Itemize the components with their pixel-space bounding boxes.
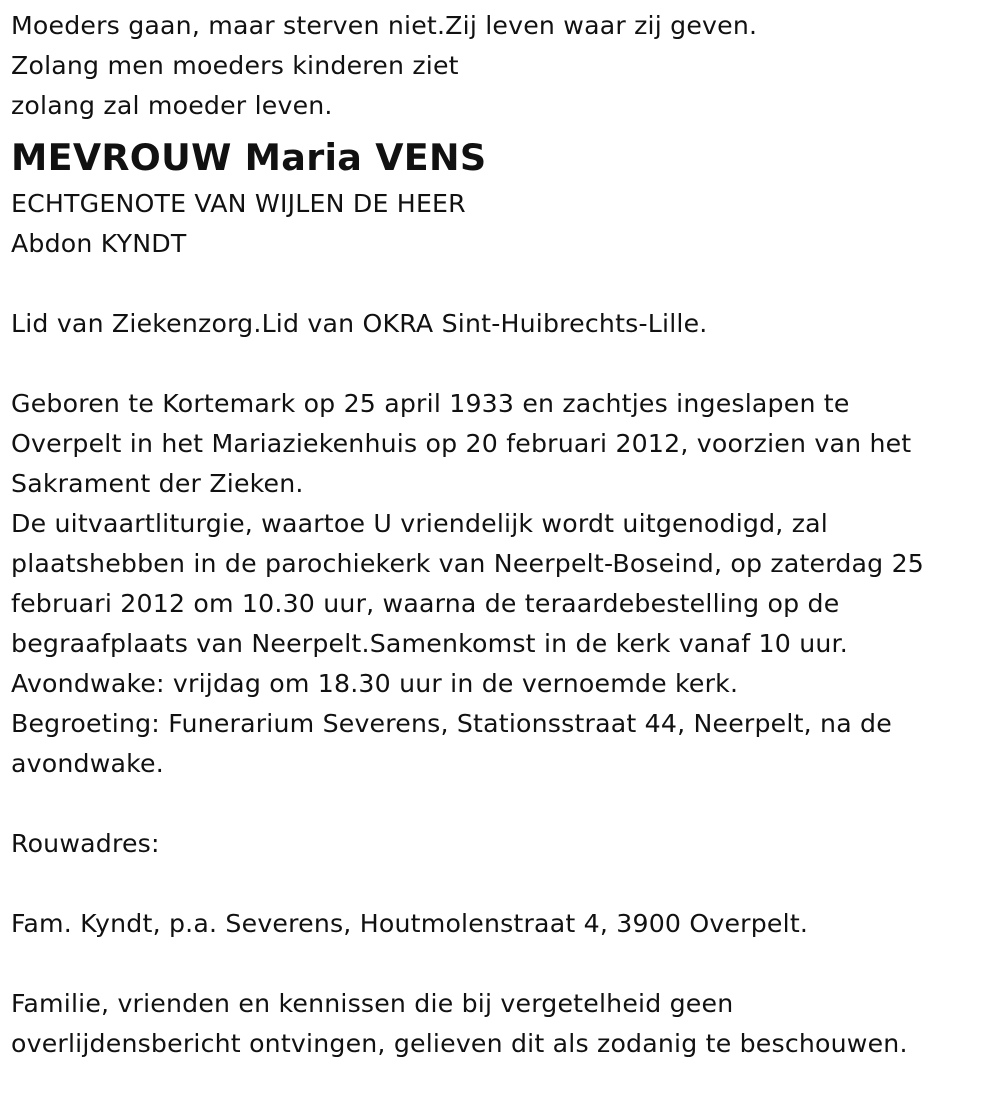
spacer bbox=[11, 344, 986, 384]
mourning-address: Fam. Kyndt, p.a. Severens, Houtmolenstraat 4, 3900 Overpelt. bbox=[11, 909, 809, 938]
spacer bbox=[11, 864, 986, 904]
announcement-line: Begroeting: Funerarium Severens, Stationsstraat 44, Neerpelt, na de bbox=[11, 709, 892, 738]
announcement-line: De uitvaartliturgie, waartoe U vriendelijk wordt uitgenodigd, zal bbox=[11, 509, 828, 538]
announcement-text bbox=[11, 384, 986, 784]
announcement-line: februari 2012 om 10.30 uur, waarna de teraardebestelling op de bbox=[11, 589, 840, 618]
spacer bbox=[11, 944, 986, 984]
announcement-line: Sakrament der Zieken. bbox=[11, 469, 304, 498]
spacer bbox=[11, 784, 986, 824]
poem-line: zolang zal moeder leven. bbox=[11, 91, 333, 120]
relation-line: ECHTGENOTE VAN WIJLEN DE HEER bbox=[11, 189, 466, 218]
deceased-name: MEVROUW Maria VENS bbox=[11, 136, 487, 179]
closing-line: Familie, vrienden en kennissen die bij vergetelheid geen bbox=[11, 989, 734, 1018]
closing-note bbox=[11, 984, 986, 1064]
announcement-line: Avondwake: vrijdag om 18.30 uur in de vernoemde kerk. bbox=[11, 669, 739, 698]
poem-line: Moeders gaan, maar sterven niet.Zij leven waar zij geven. bbox=[11, 11, 758, 40]
announcement-line: plaatshebben in de parochiekerk van Neerpelt-Boseind, op zaterdag 25 bbox=[11, 549, 925, 578]
obituary-document bbox=[11, 6, 986, 1064]
mourning-address-label: Rouwadres: bbox=[11, 829, 160, 858]
spouse-name: Abdon KYNDT bbox=[11, 229, 187, 258]
memorial-poem bbox=[11, 6, 986, 126]
announcement-line: begraafplaats van Neerpelt.Samenkomst in de kerk vanaf 10 uur. bbox=[11, 629, 848, 658]
memberships: Lid van Ziekenzorg.Lid van OKRA Sint-Huibrechts-Lille. bbox=[11, 309, 708, 338]
announcement-line: Overpelt in het Mariaziekenhuis op 20 februari 2012, voorzien van het bbox=[11, 429, 912, 458]
spacer bbox=[11, 264, 986, 304]
announcement-line: Geboren te Kortemark op 25 april 1933 en zachtjes ingeslapen te bbox=[11, 389, 850, 418]
poem-line: Zolang men moeders kinderen ziet bbox=[11, 51, 459, 80]
deceased-block bbox=[11, 132, 986, 264]
closing-line: overlijdensbericht ontvingen, gelieven dit als zodanig te beschouwen. bbox=[11, 1029, 908, 1058]
announcement-line: avondwake. bbox=[11, 749, 164, 778]
